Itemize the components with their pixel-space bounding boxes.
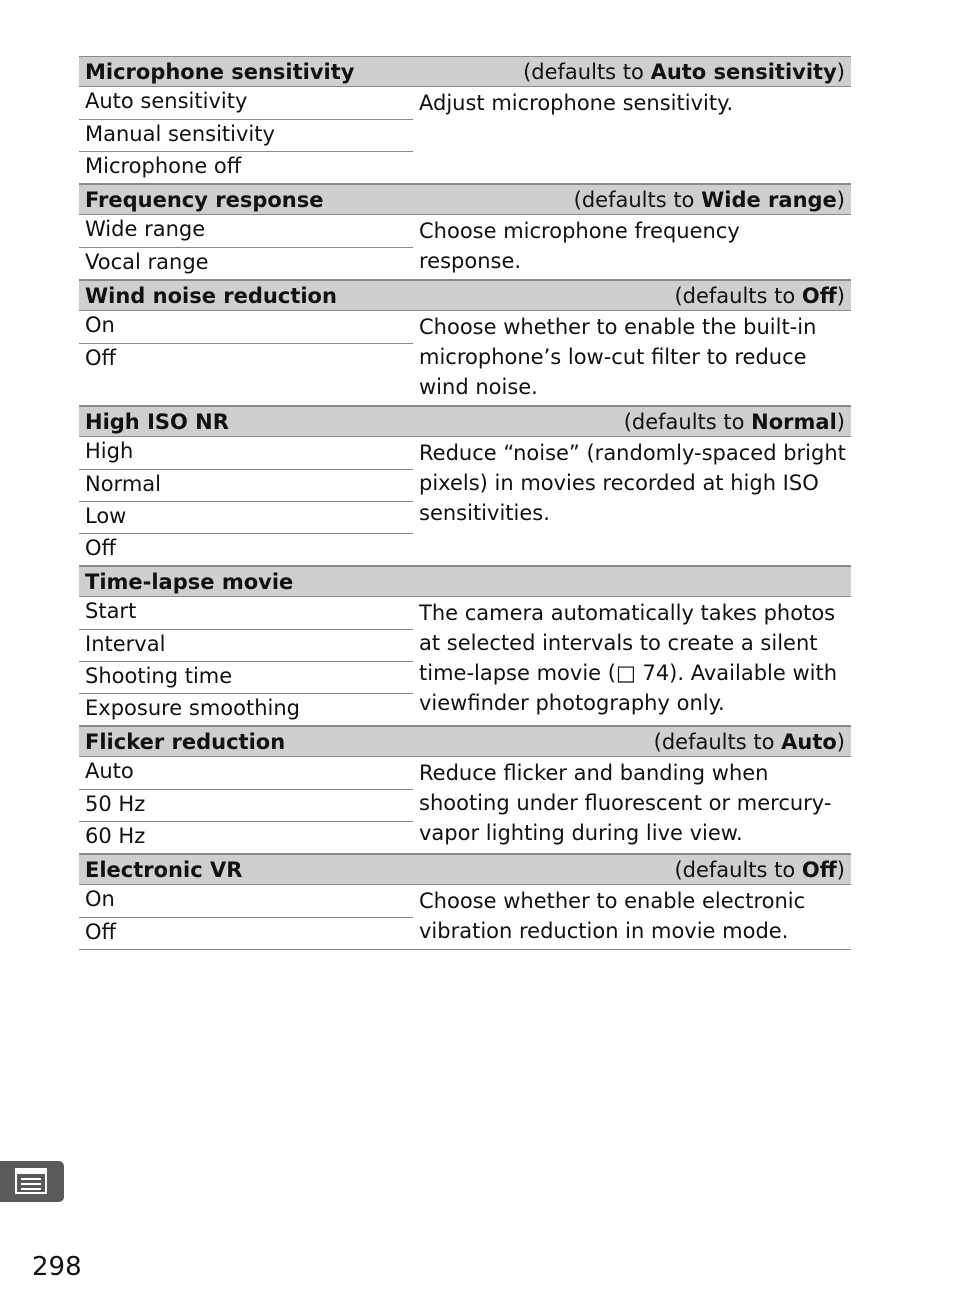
description-line: vibration reduction in movie mode.	[419, 919, 789, 943]
option-description	[419, 216, 847, 276]
option-description	[419, 598, 847, 718]
description-line: microphone’s low-cut filter to reduce	[419, 345, 807, 369]
option-item: On	[85, 313, 115, 337]
section-header	[79, 726, 851, 757]
settings-section	[79, 184, 851, 280]
description-line: Reduce flicker and banding when	[419, 761, 769, 785]
option-list	[79, 311, 413, 375]
default-value: Normal	[751, 410, 837, 434]
default-prefix: (defaults to	[623, 410, 752, 434]
section-title: Electronic VR	[85, 858, 243, 882]
description-line: response.	[419, 249, 522, 273]
settings-section	[79, 56, 851, 184]
default-suffix: )	[836, 284, 845, 308]
default-suffix: )	[836, 60, 845, 84]
section-body	[79, 885, 851, 950]
section-default	[624, 410, 845, 434]
default-suffix: )	[836, 188, 845, 212]
side-tab	[0, 1161, 64, 1202]
section-body	[79, 757, 851, 854]
option-list	[79, 437, 413, 565]
section-title: Wind noise reduction	[85, 284, 337, 308]
section-default	[674, 284, 845, 308]
option-item: Low	[79, 501, 413, 533]
option-description	[419, 886, 847, 946]
description-line: Reduce “noise” (randomly-spaced bright	[419, 441, 846, 465]
section-header	[79, 566, 851, 597]
option-description	[419, 438, 847, 528]
section-default	[654, 730, 845, 754]
default-value: Auto sensitivity	[650, 60, 837, 84]
default-prefix: (defaults to	[573, 188, 702, 212]
option-item: Start	[85, 599, 137, 623]
default-suffix: )	[836, 410, 845, 434]
option-item: Shooting time	[79, 661, 413, 693]
description-line: at selected intervals to create a silent	[419, 631, 818, 655]
default-value: Auto	[781, 730, 837, 754]
option-list	[79, 885, 413, 949]
default-prefix: (defaults to	[653, 730, 782, 754]
default-prefix: (defaults to	[523, 60, 651, 84]
section-title: High ISO NR	[85, 410, 229, 434]
option-item: Vocal range	[79, 247, 413, 279]
section-body	[79, 215, 851, 280]
option-description	[419, 758, 847, 848]
section-header	[79, 280, 851, 311]
option-item: Wide range	[85, 217, 206, 241]
default-value: Wide range	[701, 188, 837, 212]
option-item: Manual sensitivity	[79, 119, 413, 151]
default-value: Off	[801, 858, 837, 882]
menu-list-icon	[14, 1167, 48, 1195]
option-item: Normal	[79, 469, 413, 501]
default-value: Off	[801, 284, 837, 308]
option-item: Auto sensitivity	[85, 89, 248, 113]
option-item: Interval	[79, 629, 413, 661]
settings-section	[79, 726, 851, 854]
section-default	[523, 60, 845, 84]
option-item: 50 Hz	[79, 789, 413, 821]
option-list	[79, 215, 413, 279]
section-default	[674, 858, 845, 882]
section-header	[79, 184, 851, 215]
option-list	[79, 757, 413, 853]
option-description	[419, 312, 847, 402]
description-line: vapor lighting during live view.	[419, 821, 743, 845]
section-body	[79, 437, 851, 566]
description-line: shooting under fluorescent or mercury-	[419, 791, 832, 815]
settings-section	[79, 566, 851, 726]
description-line: The camera automatically takes photos	[419, 601, 836, 625]
section-default	[574, 188, 845, 212]
description-line: Choose microphone frequency	[419, 219, 740, 243]
section-body	[79, 311, 851, 406]
option-item: Auto	[85, 759, 134, 783]
option-item: Off	[79, 533, 413, 565]
option-item: High	[85, 439, 134, 463]
default-suffix: )	[836, 730, 845, 754]
default-prefix: (defaults to	[674, 284, 802, 308]
description-line: wind noise.	[419, 375, 538, 399]
description-line: viewfinder photography only.	[419, 691, 725, 715]
settings-section	[79, 406, 851, 566]
option-item: 60 Hz	[79, 821, 413, 853]
section-body	[79, 87, 851, 184]
settings-table	[79, 56, 851, 950]
section-header	[79, 854, 851, 885]
section-header	[79, 406, 851, 437]
settings-section	[79, 280, 851, 406]
default-prefix: (defaults to	[674, 858, 802, 882]
description-line: Choose whether to enable electronic	[419, 889, 806, 913]
option-list	[79, 597, 413, 725]
section-title: Frequency response	[85, 188, 324, 212]
option-item: Off	[79, 343, 413, 375]
option-item: Exposure smoothing	[79, 693, 413, 725]
settings-section	[79, 854, 851, 950]
description-line: pixels) in movies recorded at high ISO	[419, 471, 819, 495]
option-item: On	[85, 887, 115, 911]
default-suffix: )	[836, 858, 845, 882]
option-item: Microphone off	[79, 151, 413, 183]
section-title: Microphone sensitivity	[85, 60, 355, 84]
section-header	[79, 56, 851, 87]
description-line: time-lapse movie (□ 74). Available with	[419, 661, 838, 685]
page-number: 298	[32, 1252, 82, 1282]
option-description	[419, 88, 847, 118]
section-body	[79, 597, 851, 726]
section-title: Time-lapse movie	[85, 570, 294, 594]
option-item: Off	[79, 917, 413, 949]
section-title: Flicker reduction	[85, 730, 286, 754]
option-list	[79, 87, 413, 183]
description-line: sensitivities.	[419, 501, 550, 525]
description-line: Adjust microphone sensitivity.	[419, 91, 734, 115]
description-line: Choose whether to enable the built-in	[419, 315, 817, 339]
